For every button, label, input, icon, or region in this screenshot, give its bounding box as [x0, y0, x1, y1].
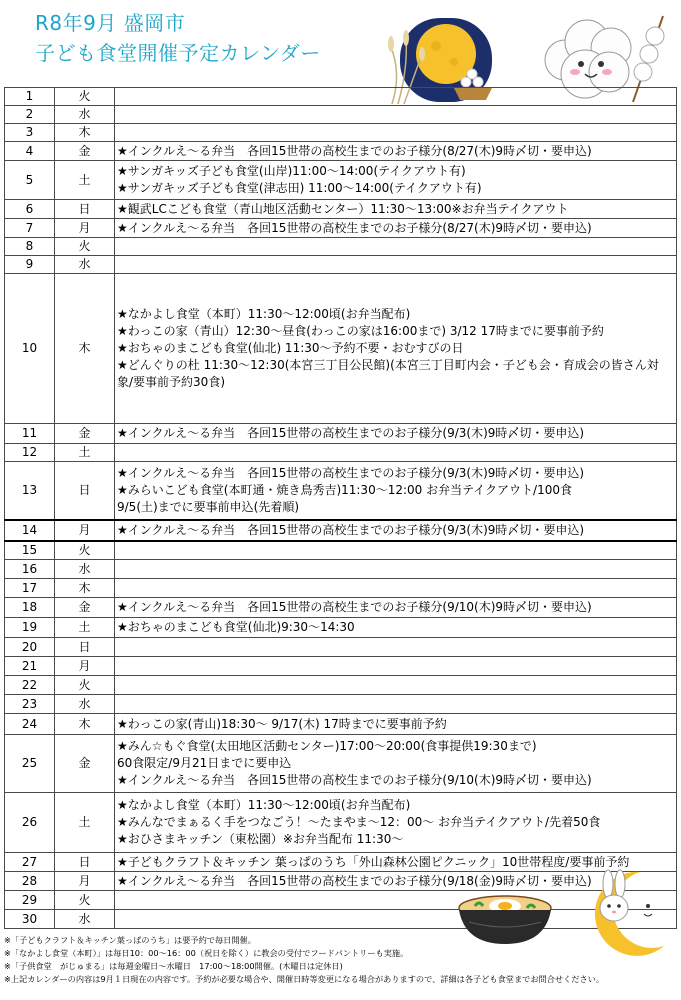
day-number: 21 [5, 657, 55, 676]
event-cell [115, 219, 677, 238]
event-cell [115, 256, 677, 274]
event-line: ★インクルえ～る弁当 各回15世帯の高校生までのお子様分(9/18(金)9時〆切・要申込) [117, 873, 592, 888]
table-row [5, 142, 677, 161]
day-number: 13 [5, 462, 55, 520]
event-line: ★インクルえ～る弁当 各回15世帯の高校生までのお子様分(9/10(木)9時〆切・要申込) [117, 773, 592, 787]
event-line: ★子どもクラフト＆キッチン 葉っぱのうち「外山森林公園ピクニック」10世帯程度/要事前予約 [117, 854, 630, 869]
event-line: ★サンガキッズ子ども食堂(津志田) 11:00～14:00(テイクアウト有) [117, 181, 482, 195]
day-number: 3 [5, 124, 55, 142]
day-number: 26 [5, 793, 55, 853]
weekday: 木 [55, 124, 115, 142]
weekday: 水 [55, 910, 115, 929]
event-line: ★わっこの家(青山)18:30～ 9/17(木) 17時までに要事前予約 [117, 716, 447, 731]
weekday: 土 [55, 161, 115, 200]
event-cell [115, 560, 677, 579]
table-row [5, 541, 677, 560]
weekday: 金 [55, 142, 115, 161]
table-row [5, 560, 677, 579]
weekday: 金 [55, 598, 115, 618]
event-line: ★どんぐりの杜 11:30～12:30(本宮三丁目公民館)(本宮三丁目町内会・子ども会・育成会の皆さん対象/要事前予約30食) [117, 358, 659, 389]
event-cell [115, 106, 677, 124]
footnote: ※「子供食堂 がじゅまる」は毎週金曜日～水曜日 17:00～18:00開催。(木曜日は定休日) [4, 961, 343, 971]
event-line: ★サンガキッズ子ども食堂(山岸)11:00～14:00(テイクアウト有) [117, 164, 466, 178]
day-number: 20 [5, 638, 55, 657]
table-row [5, 793, 677, 853]
day-number: 25 [5, 735, 55, 793]
event-line: ★インクルえ～る弁当 各回15世帯の高校生までのお子様分(9/3(木)9時〆切・要申込) [117, 522, 585, 537]
table-row [5, 735, 677, 793]
day-number: 30 [5, 910, 55, 929]
page-title [35, 8, 321, 68]
table-row [5, 200, 677, 219]
table-row [5, 638, 677, 657]
table-row [5, 124, 677, 142]
weekday: 水 [55, 560, 115, 579]
event-line: ★みんなでまぁるく手をつなごう！～たまやま～12：00～ お弁当テイクアウト/先着50食 [117, 815, 601, 829]
day-number: 2 [5, 106, 55, 124]
weekday: 土 [55, 618, 115, 638]
event-cell [115, 714, 677, 735]
table-row [5, 714, 677, 735]
day-number: 23 [5, 695, 55, 714]
day-number: 22 [5, 676, 55, 695]
footnotes [4, 934, 676, 986]
day-number: 18 [5, 598, 55, 618]
weekday: 日 [55, 638, 115, 657]
event-line: ★おちゃのまこども食堂(仙北)9:30～14:30 [117, 620, 355, 634]
event-cell [115, 462, 677, 520]
weekday: 月 [55, 219, 115, 238]
weekday: 日 [55, 200, 115, 219]
table-row [5, 520, 677, 541]
table-row [5, 657, 677, 676]
day-number: 29 [5, 891, 55, 910]
event-cell [115, 638, 677, 657]
event-cell [115, 124, 677, 142]
weekday: 火 [55, 891, 115, 910]
event-cell [115, 161, 677, 200]
event-line: ★インクルえ～る弁当 各回15世帯の高校生までのお子様分(8/27(木)9時〆切・要申込) [117, 143, 592, 158]
day-number: 8 [5, 238, 55, 256]
weekday: 日 [55, 462, 115, 520]
weekday: 火 [55, 88, 115, 106]
event-cell [115, 618, 677, 638]
title-line-1: R8年9月 盛岡市 [35, 11, 186, 35]
weekday: 水 [55, 106, 115, 124]
event-cell [115, 598, 677, 618]
event-cell [115, 735, 677, 793]
day-number: 6 [5, 200, 55, 219]
event-line: ★観武LCこども食堂（青山地区活動センター）11:30～13:00※お弁当テイクアウト [117, 201, 569, 216]
table-row [5, 424, 677, 444]
table-row [5, 598, 677, 618]
event-cell [115, 676, 677, 695]
day-number: 10 [5, 274, 55, 424]
table-row [5, 274, 677, 424]
table-row [5, 238, 677, 256]
weekday: 木 [55, 579, 115, 598]
footnote: ※上記カレンダーの内容は9月１日現在の内容です。予約が必要な場合や、開催日時等変更になる場合がありますので、詳細は各子ども食堂までお問合せください。 [4, 974, 605, 984]
weekday: 水 [55, 256, 115, 274]
event-cell [115, 274, 677, 424]
table-row [5, 106, 677, 124]
weekday: 月 [55, 657, 115, 676]
event-cell [115, 238, 677, 256]
day-number: 24 [5, 714, 55, 735]
day-number: 12 [5, 444, 55, 462]
weekday: 木 [55, 274, 115, 424]
weekday: 火 [55, 238, 115, 256]
day-number: 7 [5, 219, 55, 238]
event-line: ★わっこの家（青山）12:30～昼食(わっこの家は16:00まで) 3/12 17時までに要事前予約 [117, 324, 604, 338]
event-cell [115, 520, 677, 541]
day-number: 15 [5, 541, 55, 560]
event-line: 60食限定/9月21日までに要申込 [117, 756, 292, 770]
event-cell [115, 541, 677, 560]
event-cell [115, 424, 677, 444]
event-cell [115, 793, 677, 853]
weekday: 火 [55, 541, 115, 560]
event-cell [115, 444, 677, 462]
event-line: ★なかよし食堂（本町）11:30～12:00頃(お弁当配布) [117, 307, 411, 321]
footnote: ※「なかよし食堂（本町）」は毎日10：00～16：00（祝日を除く）に教会の受付でフードパントリーも実施。 [4, 948, 409, 958]
table-row [5, 676, 677, 695]
weekday: 金 [55, 424, 115, 444]
table-row [5, 579, 677, 598]
event-line: ★おひさまキッチン（東松園）※お弁当配布 11:30～ [117, 832, 404, 846]
event-line: ★インクルえ～る弁当 各回15世帯の高校生までのお子様分(9/10(木)9時〆切・要申込) [117, 600, 592, 614]
calendar-table [4, 87, 677, 929]
weekday: 月 [55, 520, 115, 541]
day-number: 14 [5, 520, 55, 541]
event-line: ★インクルえ～る弁当 各回15世帯の高校生までのお子様分(9/3(木)9時〆切・要申込) [117, 465, 585, 480]
day-number: 16 [5, 560, 55, 579]
event-line: ★みん☆もぐ食堂(太田地区活動センター)17:00～20:00(食事提供19:30まで) [117, 739, 537, 753]
table-row [5, 219, 677, 238]
table-row [5, 88, 677, 106]
weekday: 木 [55, 714, 115, 735]
event-cell [115, 88, 677, 106]
event-line: ★インクルえ～る弁当 各回15世帯の高校生までのお子様分(9/3(木)9時〆切・要申込) [117, 426, 585, 440]
weekday: 金 [55, 735, 115, 793]
event-line: ★インクルえ～る弁当 各回15世帯の高校生までのお子様分(8/27(木)9時〆切・要申込) [117, 220, 592, 235]
table-row [5, 462, 677, 520]
day-number: 19 [5, 618, 55, 638]
title-line-2: 子ども食堂開催予定カレンダー [35, 41, 321, 65]
day-number: 4 [5, 142, 55, 161]
table-row [5, 256, 677, 274]
footnote: ※「子どもクラフト＆キッチン葉っぱのうち」は要予約で毎日開催。 [4, 935, 256, 945]
day-number: 28 [5, 872, 55, 891]
weekday: 日 [55, 853, 115, 872]
day-number: 27 [5, 853, 55, 872]
event-cell [115, 200, 677, 219]
day-number: 9 [5, 256, 55, 274]
day-number: 17 [5, 579, 55, 598]
day-number: 1 [5, 88, 55, 106]
weekday: 土 [55, 793, 115, 853]
event-line: ★おちゃのまこども食堂(仙北) 11:30～予約不要・おむすびの日 [117, 341, 464, 355]
event-cell [115, 657, 677, 676]
weekday: 水 [55, 695, 115, 714]
event-line: 9/5(土)までに要事前申込(先着順) [117, 499, 300, 514]
day-number: 5 [5, 161, 55, 200]
event-cell [115, 695, 677, 714]
table-row [5, 161, 677, 200]
table-row [5, 695, 677, 714]
event-cell [115, 579, 677, 598]
table-row [5, 444, 677, 462]
table-row [5, 618, 677, 638]
weekday: 土 [55, 444, 115, 462]
weekday: 月 [55, 872, 115, 891]
day-number: 11 [5, 424, 55, 444]
event-cell [115, 142, 677, 161]
event-line: ★なかよし食堂（本町）11:30～12:00頃(お弁当配布) [117, 798, 411, 812]
weekday: 火 [55, 676, 115, 695]
event-line: ★みらいこども食堂(本町通・焼き鳥秀吉)11:30～12:00 お弁当テイクアウト/100食 [117, 482, 572, 497]
